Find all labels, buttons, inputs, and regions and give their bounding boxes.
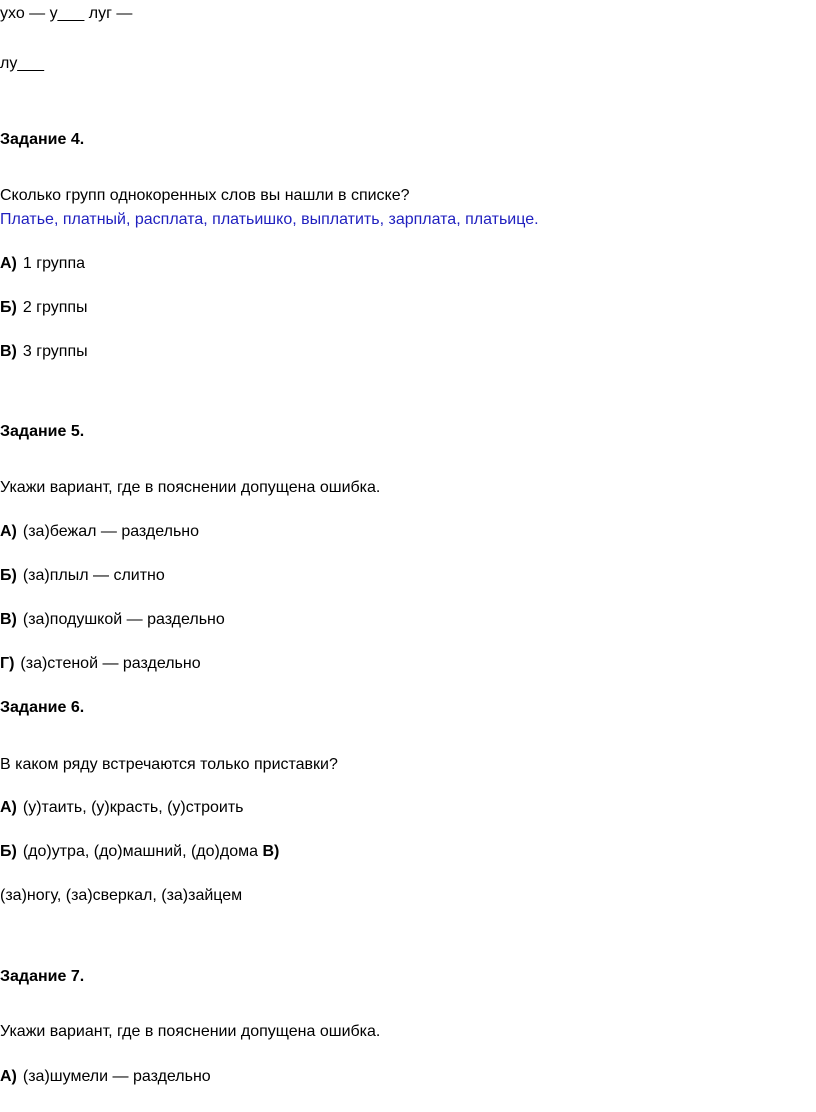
option-letter: В) xyxy=(262,843,280,860)
option-letter: А) xyxy=(0,799,17,816)
task-5-option-b xyxy=(0,566,165,586)
task-7-option-a xyxy=(0,1067,211,1087)
option-text: 1 группа xyxy=(22,255,86,272)
task-6-title: Задание 6. xyxy=(0,699,85,716)
option-text: 3 группы xyxy=(22,343,88,360)
task-6-option-c-text: (за)ногу, (за)сверкал, (за)зайцем xyxy=(0,887,243,904)
task-6-question: В каком ряду встречаются только приставки? xyxy=(0,756,338,773)
task-6-option-b xyxy=(0,842,279,862)
task-7-question: Укажи вариант, где в пояснении допущена ошибка. xyxy=(0,1023,381,1040)
task-7-title: Задание 7. xyxy=(0,968,85,985)
task-5-option-c xyxy=(0,610,225,630)
task-6-option-a xyxy=(0,798,243,818)
option-text: (за)бежал — раздельно xyxy=(22,523,200,540)
fill-in-line-1: ухо — у___ луг — xyxy=(0,5,133,22)
task-5-option-a xyxy=(0,522,199,542)
option-letter: Г) xyxy=(0,655,15,672)
option-letter: В) xyxy=(0,343,17,360)
task-4-option-a xyxy=(0,254,85,274)
task-5-option-d xyxy=(0,654,201,674)
option-letter: А) xyxy=(0,255,17,272)
option-letter: Б) xyxy=(0,567,17,584)
option-letter: А) xyxy=(0,1068,17,1085)
task-5-question: Укажи вариант, где в пояснении допущена ошибка. xyxy=(0,479,381,496)
option-letter: В) xyxy=(0,611,17,628)
task-4-option-b xyxy=(0,298,88,318)
task-4-option-c xyxy=(0,342,88,362)
task-4-question: Сколько групп однокоренных слов вы нашли в списке? xyxy=(0,187,410,204)
task-5-title: Задание 5. xyxy=(0,423,85,440)
option-text: (у)таить, (у)красть, (у)строить xyxy=(22,799,244,816)
option-text: (за)шумели — раздельно xyxy=(22,1068,211,1085)
fill-in-line-2: лу___ xyxy=(0,55,45,72)
task-4-word-list: Платье, платный, расплата, платьишко, выплатить, зарплата, платьице. xyxy=(0,211,539,228)
option-text: (за)стеной — раздельно xyxy=(20,655,201,672)
option-text: (за)подушкой — раздельно xyxy=(22,611,225,628)
option-text: 2 группы xyxy=(22,299,88,316)
option-letter: Б) xyxy=(0,843,17,860)
option-letter: Б) xyxy=(0,299,17,316)
option-text: (за)плыл — слитно xyxy=(22,567,165,584)
task-4-title: Задание 4. xyxy=(0,131,85,148)
option-letter: А) xyxy=(0,523,17,540)
option-text: (до)утра, (до)машний, (до)дома xyxy=(22,843,258,860)
